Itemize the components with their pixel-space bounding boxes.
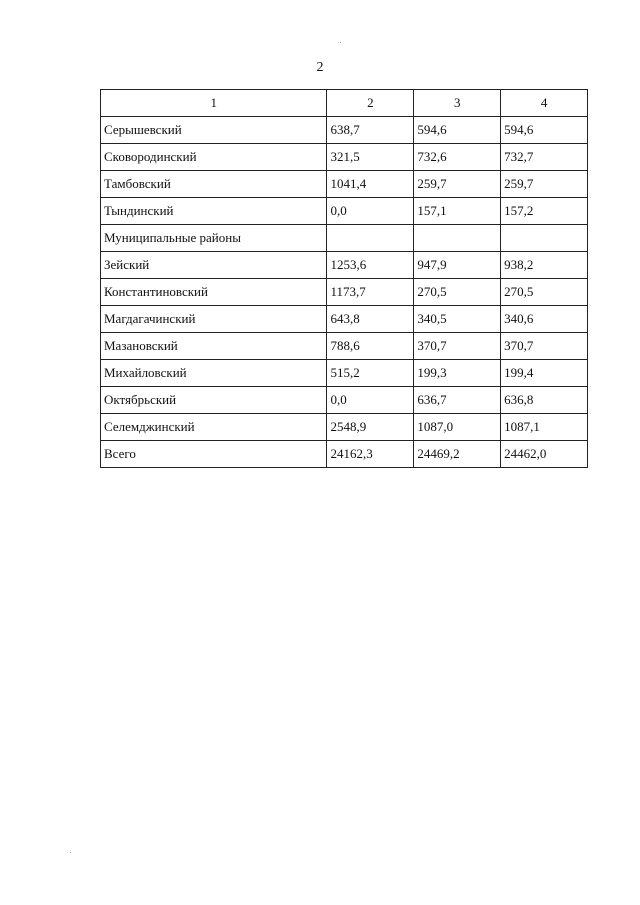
table-row	[101, 144, 588, 171]
data-table	[100, 89, 588, 468]
table-row	[101, 225, 588, 252]
value-cell: 636,8	[501, 387, 588, 414]
value-cell: 2548,9	[327, 414, 414, 441]
value-cell: 370,7	[501, 333, 588, 360]
table-header	[101, 90, 588, 117]
row-name-cell: Зейский	[101, 252, 327, 279]
table-row	[101, 387, 588, 414]
header-row	[101, 90, 588, 117]
row-name-cell: Михайловский	[101, 360, 327, 387]
row-name-cell: Мазановский	[101, 333, 327, 360]
row-name-cell: Тындинский	[101, 198, 327, 225]
value-cell: 643,8	[327, 306, 414, 333]
value-cell: 199,3	[414, 360, 501, 387]
value-cell: 1087,1	[501, 414, 588, 441]
column-header-2: 2	[327, 90, 414, 117]
row-name-cell: Сковородинский	[101, 144, 327, 171]
value-cell: 594,6	[414, 117, 501, 144]
row-name-cell: Всего	[101, 441, 327, 468]
value-cell: 1041,4	[327, 171, 414, 198]
value-cell: 1173,7	[327, 279, 414, 306]
scan-speck	[340, 42, 341, 43]
row-name-cell: Магдагачинский	[101, 306, 327, 333]
value-cell: 321,5	[327, 144, 414, 171]
value-cell: 340,6	[501, 306, 588, 333]
value-cell	[501, 225, 588, 252]
table-body	[101, 117, 588, 468]
table-row	[101, 306, 588, 333]
value-cell: 947,9	[414, 252, 501, 279]
table-row	[101, 279, 588, 306]
value-cell: 157,1	[414, 198, 501, 225]
table-row-total	[101, 441, 588, 468]
table-row	[101, 117, 588, 144]
value-cell: 259,7	[414, 171, 501, 198]
table-row	[101, 360, 588, 387]
scan-speck	[70, 852, 71, 853]
table-row	[101, 252, 588, 279]
row-name-cell: Октябрьский	[101, 387, 327, 414]
value-cell: 788,6	[327, 333, 414, 360]
column-header-4: 4	[501, 90, 588, 117]
row-name-cell: Тамбовский	[101, 171, 327, 198]
table-row	[101, 198, 588, 225]
value-cell: 732,6	[414, 144, 501, 171]
value-cell: 636,7	[414, 387, 501, 414]
column-header-1: 1	[101, 90, 327, 117]
value-cell: 157,2	[501, 198, 588, 225]
value-cell: 638,7	[327, 117, 414, 144]
value-cell: 515,2	[327, 360, 414, 387]
value-cell: 259,7	[501, 171, 588, 198]
value-cell: 370,7	[414, 333, 501, 360]
column-header-3: 3	[414, 90, 501, 117]
value-cell: 0,0	[327, 387, 414, 414]
row-name-cell: Константиновский	[101, 279, 327, 306]
table-row	[101, 333, 588, 360]
value-cell: 270,5	[414, 279, 501, 306]
value-cell: 1253,6	[327, 252, 414, 279]
value-cell: 594,6	[501, 117, 588, 144]
value-cell: 24462,0	[501, 441, 588, 468]
value-cell: 24162,3	[327, 441, 414, 468]
table-row	[101, 414, 588, 441]
row-name-cell: Селемджинский	[101, 414, 327, 441]
value-cell: 340,5	[414, 306, 501, 333]
page-number: 2	[316, 60, 324, 75]
value-cell: 24469,2	[414, 441, 501, 468]
value-cell: 1087,0	[414, 414, 501, 441]
value-cell	[414, 225, 501, 252]
value-cell: 0,0	[327, 198, 414, 225]
value-cell: 199,4	[501, 360, 588, 387]
value-cell	[327, 225, 414, 252]
value-cell: 732,7	[501, 144, 588, 171]
table-row	[101, 171, 588, 198]
value-cell: 938,2	[501, 252, 588, 279]
row-name-cell: Муниципальные районы	[101, 225, 327, 252]
value-cell: 270,5	[501, 279, 588, 306]
row-name-cell: Серышевский	[101, 117, 327, 144]
